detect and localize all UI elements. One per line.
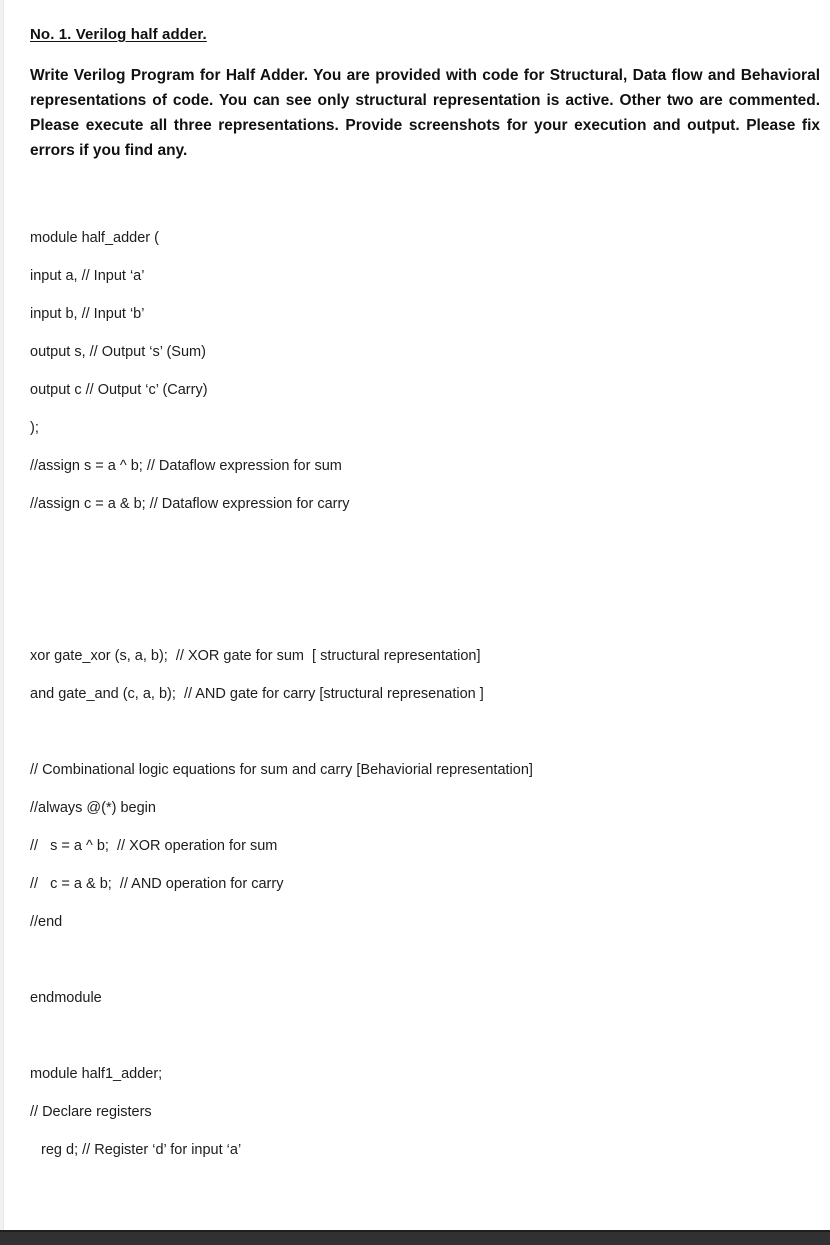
code-line: // s = a ^ b; // XOR operation for sum bbox=[30, 837, 278, 854]
code-line: output c // Output ‘c’ (Carry) bbox=[30, 381, 208, 398]
code-line bbox=[30, 941, 820, 979]
assignment-instructions: Write Verilog Program for Half Adder. You are provided with code for Structural, Data flow and Behavioral representations of code. You can see only structural representation is active. Other two are commented. Please execute all three representations. Provide screenshots for your execution and output. Please fix errors if you find any. bbox=[30, 66, 820, 159]
code-line bbox=[30, 713, 820, 751]
page-title: No. 1. Verilog half adder. bbox=[30, 26, 207, 43]
code-line bbox=[30, 561, 820, 599]
code-line: //assign s = a ^ b; // Dataflow expression for sum bbox=[30, 457, 342, 474]
code-line: // Combinational logic equations for sum and carry [Behaviorial representation] bbox=[30, 761, 533, 778]
code-line: //always @(*) begin bbox=[30, 799, 156, 816]
code-line: and gate_and (c, a, b); // AND gate for carry [structural represenation ] bbox=[30, 685, 484, 702]
code-line bbox=[30, 1017, 820, 1055]
code-line bbox=[30, 523, 820, 561]
code-line: // Declare registers bbox=[30, 1103, 152, 1120]
code-line: module half_adder ( bbox=[30, 229, 159, 246]
code-line: xor gate_xor (s, a, b); // XOR gate for sum [ structural representation] bbox=[30, 647, 481, 664]
code-line bbox=[30, 599, 820, 637]
code-line: //end bbox=[30, 913, 63, 930]
code-line: output s, // Output ‘s’ (Sum) bbox=[30, 343, 206, 360]
document-content bbox=[30, 0, 820, 1169]
code-line: ); bbox=[30, 419, 39, 436]
code-line: //assign c = a & b; // Dataflow expression for carry bbox=[30, 495, 350, 512]
verilog-code-block bbox=[30, 163, 820, 1169]
page-left-edge bbox=[0, 0, 4, 1230]
code-line: module half1_adder; bbox=[30, 1065, 163, 1082]
code-line: input b, // Input ‘b’ bbox=[30, 305, 145, 322]
code-line: reg d; // Register ‘d’ for input ‘a’ bbox=[37, 1141, 242, 1158]
code-line: // c = a & b; // AND operation for carry bbox=[30, 875, 284, 892]
viewer-bottom-bar bbox=[0, 1230, 830, 1245]
code-line: input a, // Input ‘a’ bbox=[30, 267, 145, 284]
code-line: endmodule bbox=[30, 989, 102, 1006]
